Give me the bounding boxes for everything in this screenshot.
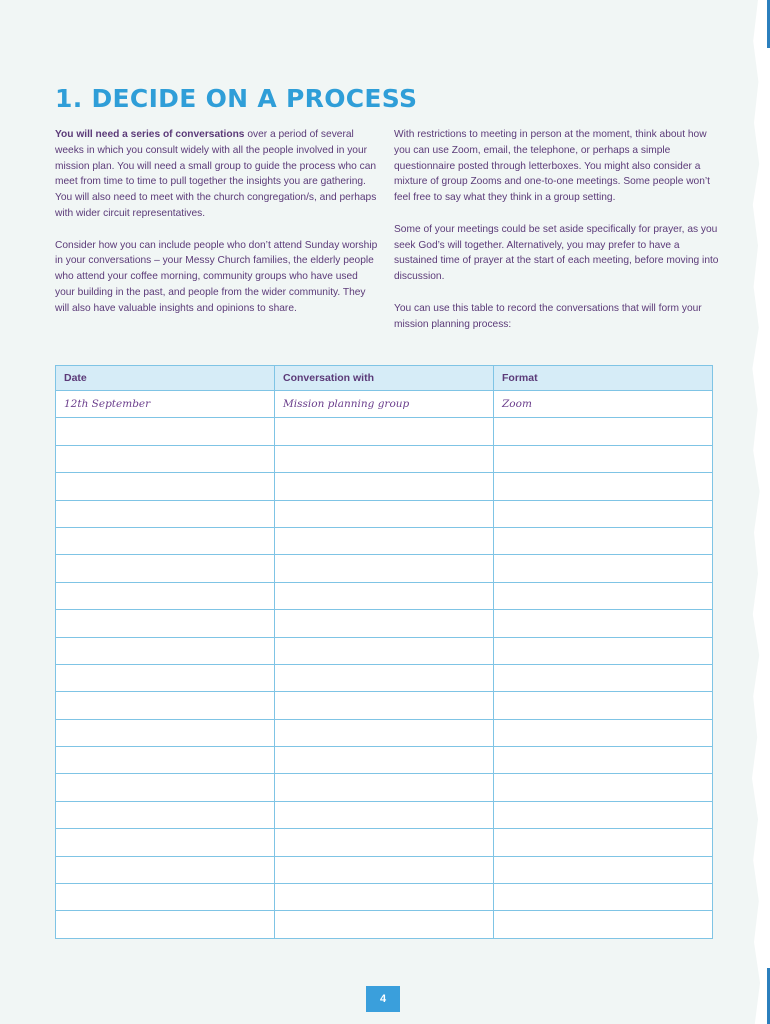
table-row [56,911,713,938]
cell-format[interactable] [494,500,713,527]
cell-conversation-with[interactable] [275,829,494,856]
table-row [56,692,713,719]
table-row [56,664,713,691]
table-row [56,445,713,472]
conversations-table [55,365,713,939]
table-row [56,747,713,774]
cell-date[interactable] [56,637,275,664]
cell-conversation-with[interactable] [275,555,494,582]
table-row [56,391,713,418]
left-paragraph-1-text: over a period of several weeks in which you consult widely with all the people involved in your mission plan. You will need a small group to guide the process who can meet from time to time to pull together the insights you are gathering. You will also need to meet with the church congregation/s, and perhaps with wider circuit representatives. [55,129,377,219]
cell-date[interactable] [56,884,275,911]
cell-format[interactable] [494,418,713,445]
table-row [56,418,713,445]
cell-conversation-with[interactable] [275,774,494,801]
cell-format[interactable] [494,527,713,554]
cell-date[interactable] [56,747,275,774]
table-row [56,884,713,911]
cell-date[interactable] [56,801,275,828]
table-row [56,500,713,527]
cell-conversation-with[interactable] [275,418,494,445]
page-heading: 1. DECIDE ON A PROCESS [55,84,418,113]
cell-conversation-with[interactable] [275,801,494,828]
cell-format[interactable] [494,637,713,664]
table-row [56,774,713,801]
cell-conversation-with[interactable] [275,664,494,691]
cell-date[interactable] [56,911,275,938]
cell-format[interactable] [494,555,713,582]
table-row [56,801,713,828]
cell-date[interactable] [56,774,275,801]
cell-format[interactable] [494,473,713,500]
cell-format[interactable] [494,747,713,774]
cell-date[interactable] [56,555,275,582]
cell-conversation-with[interactable] [275,445,494,472]
header-format: Format [494,366,713,391]
right-paragraph-1: With restrictions to meeting in person at the moment, think about how you can use Zoom, email, the telephone, or perhaps a simple questionnaire posted through letterboxes. You might also consider a mixture of group Zooms and one-to-one meetings. Some people won’t feel free to say what they think in a group setting. [394,129,710,204]
cell-date[interactable] [56,527,275,554]
left-paragraph-1 [55,127,380,222]
cell-date[interactable] [56,856,275,883]
cell-date[interactable] [56,610,275,637]
cell-format[interactable] [494,610,713,637]
cell-conversation-with[interactable] [275,610,494,637]
right-column [394,127,719,348]
table-row [56,555,713,582]
cell-format[interactable] [494,774,713,801]
table-row [56,473,713,500]
cell-format[interactable] [494,719,713,746]
cell-conversation-with[interactable] [275,747,494,774]
cell-date[interactable] [56,664,275,691]
right-paragraph-2: Some of your meetings could be set aside specifically for prayer, as you seek God’s will together. Alternatively, you may prefer to have a sustained time of prayer at the start of each meeting, before moving into discussion. [394,223,719,283]
header-conversation-with: Conversation with [275,366,494,391]
cell-date[interactable] [56,692,275,719]
cell-conversation-with[interactable] [275,637,494,664]
header-date: Date [56,366,275,391]
table-row [56,527,713,554]
cell-conversation-with[interactable] [275,500,494,527]
cell-conversation-with[interactable]: Mission planning group [275,391,494,418]
torn-page-edge [730,0,770,1024]
cell-date[interactable] [56,418,275,445]
cell-conversation-with[interactable] [275,582,494,609]
table-row [56,610,713,637]
cell-format[interactable]: Zoom [494,391,713,418]
cell-conversation-with[interactable] [275,911,494,938]
cell-format[interactable] [494,884,713,911]
cell-conversation-with[interactable] [275,527,494,554]
table-row [56,719,713,746]
table-row [56,582,713,609]
cell-date[interactable] [56,582,275,609]
cell-conversation-with[interactable] [275,719,494,746]
cell-format[interactable] [494,692,713,719]
left-paragraph-2: Consider how you can include people who don’t attend Sunday worship in your conversations – your Messy Church families, the elderly people who attend your coffee morning, community groups who have used your building in the past, and people from the wider community. They will also have valuable insights and opinions to share. [55,239,378,314]
cell-format[interactable] [494,664,713,691]
cell-date[interactable] [56,445,275,472]
cell-conversation-with[interactable] [275,692,494,719]
left-paragraph-1-bold: You will need a series of conversations [55,129,245,140]
cell-date[interactable]: 12th September [56,391,275,418]
table-row [56,637,713,664]
page-number-badge: 4 [366,986,400,1012]
table-header-row [56,366,713,391]
cell-date[interactable] [56,719,275,746]
cell-format[interactable] [494,445,713,472]
table-row [56,829,713,856]
cell-date[interactable] [56,473,275,500]
cell-format[interactable] [494,911,713,938]
cell-date[interactable] [56,500,275,527]
cell-conversation-with[interactable] [275,884,494,911]
cell-format[interactable] [494,801,713,828]
left-column [55,127,380,332]
cell-conversation-with[interactable] [275,856,494,883]
cell-format[interactable] [494,582,713,609]
cell-conversation-with[interactable] [275,473,494,500]
right-paragraph-3: You can use this table to record the conversations that will form your mission planning process: [394,302,702,330]
table-row [56,856,713,883]
cell-format[interactable] [494,856,713,883]
cell-format[interactable] [494,829,713,856]
cell-date[interactable] [56,829,275,856]
